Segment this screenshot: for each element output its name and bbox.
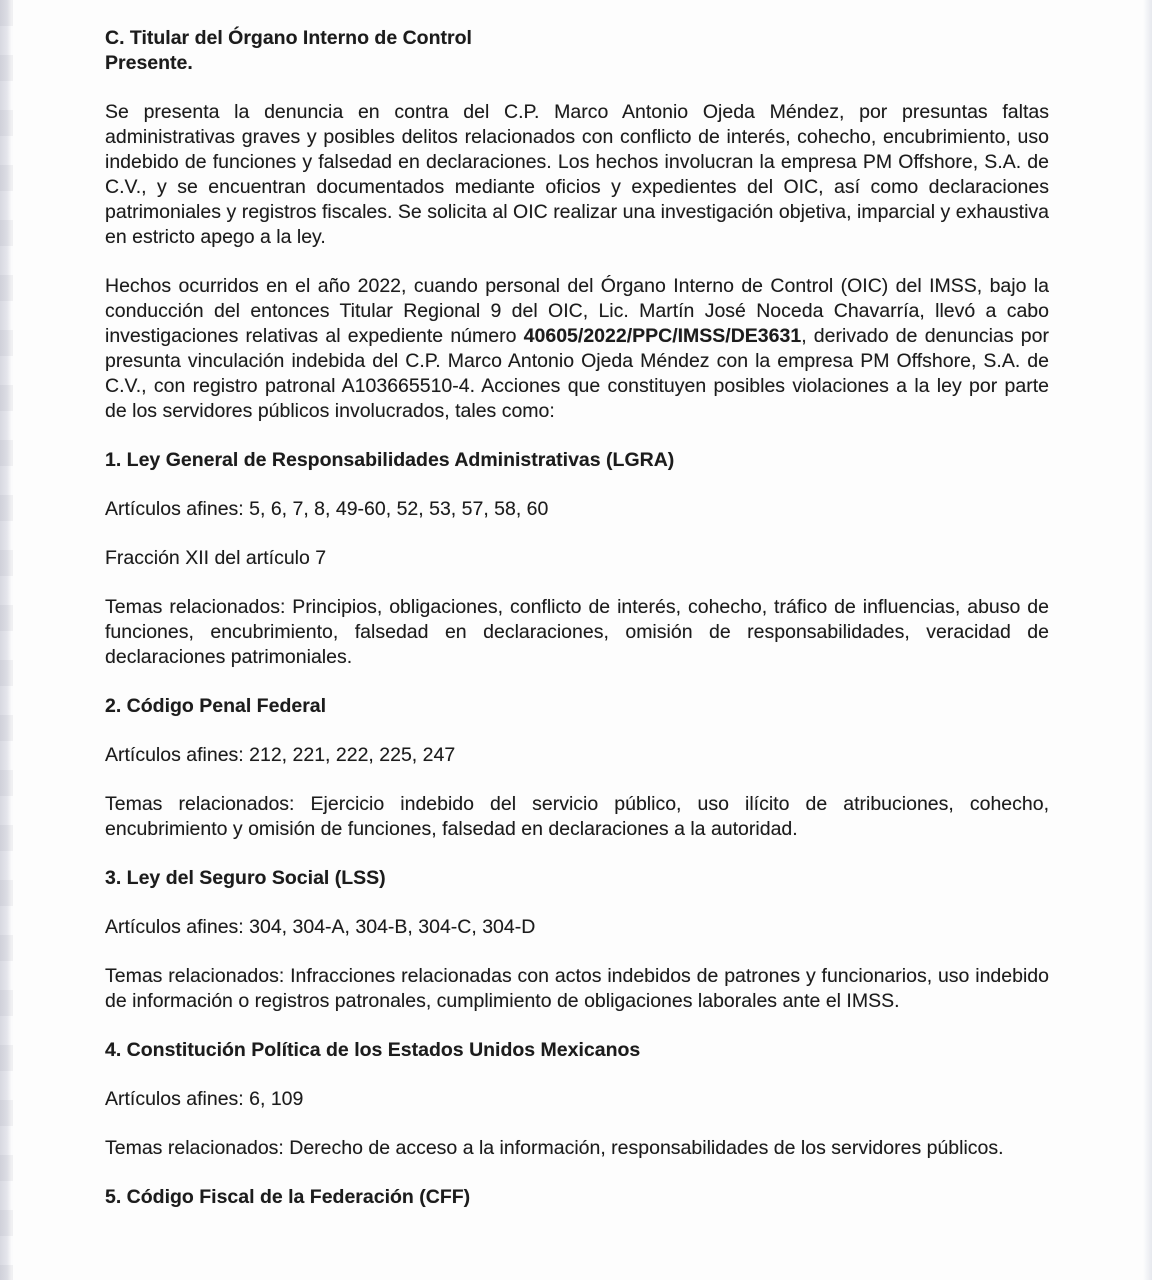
section-2-topics: Temas relacionados: Ejercicio indebido del servicio público, uso ilícito de atribuciones, cohecho, encubrimiento y omisión de funciones, falsedad en declaraciones a la autoridad. (105, 793, 1049, 840)
recipient-title: C. Titular del Órgano Interno de Control (105, 27, 472, 49)
scan-left-edge (0, 0, 13, 1280)
section-4-articles: Artículos afines: 6, 109 (105, 1088, 304, 1110)
recipient-heading (105, 26, 1049, 76)
section-3-articles: Artículos afines: 304, 304-A, 304-B, 304-C, 304-D (105, 916, 536, 938)
scan-right-edge (1143, 0, 1152, 1280)
facts-text-after: , derivado de denuncias por presunta vinculación indebida del C.P. Marco Antonio Ojeda Méndez con la empresa PM Offshore, S.A. de C.V., con registro patronal A103665510-4. Acciones que constituyen posibles violaciones a la ley por parte de los servidores públicos involucrados, tales como: (105, 325, 1049, 422)
section-2-articles: Artículos afines: 212, 221, 222, 225, 247 (105, 744, 456, 766)
section-2-heading: 2. Código Penal Federal (105, 695, 327, 717)
section-3-heading: 3. Ley del Seguro Social (LSS) (105, 867, 386, 889)
case-file-number: 40605/2022/PPC/IMSS/DE3631 (523, 325, 802, 347)
section-5-heading: 5. Código Fiscal de la Federación (CFF) (105, 1186, 471, 1208)
intro-paragraph: Se presenta la denuncia en contra del C.P. Marco Antonio Ojeda Méndez, por presuntas faltas administrativas graves y posibles delitos relacionados con conflicto de interés, cohecho, encubrimiento, uso indebido de funciones y falsedad en declaraciones. Los hechos involucran la empresa PM Offshore, S.A. de C.V., y se encuentran documentados mediante oficios y expedientes del OIC, así como declaraciones patrimoniales y registros fiscales. Se solicita al OIC realizar una investigación objetiva, imparcial y exhaustiva en estricto apego a la ley. (105, 101, 1049, 248)
document-page (105, 26, 1049, 1234)
section-1-topics: Temas relacionados: Principios, obligaciones, conflicto de interés, cohecho, tráfico de influencias, abuso de funciones, encubrimiento, falsedad en declaraciones, omisión de responsabilidades, veracidad de declaraciones patrimoniales. (105, 596, 1049, 668)
section-4-heading: 4. Constitución Política de los Estados Unidos Mexicanos (105, 1039, 641, 1061)
section-3-topics: Temas relacionados: Infracciones relacionadas con actos indebidos de patrones y funcionarios, uso indebido de información o registros patronales, cumplimiento de obligaciones laborales ante el IMSS. (105, 965, 1049, 1012)
section-1-heading: 1. Ley General de Responsabilidades Administrativas (LGRA) (105, 449, 675, 471)
facts-text-before: Hechos ocurridos en el año 2022, cuando personal del Órgano Interno de Control (OIC) del IMSS, bajo la conducción del entonces Titular Regional 9 del OIC, Lic. Martín José Noceda Chavarría, llevó a cabo investigaciones relativas al expediente número (105, 275, 1049, 347)
section-1-fraction: Fracción XII del artículo 7 (105, 547, 327, 569)
facts-paragraph (105, 274, 1049, 424)
section-1-articles: Artículos afines: 5, 6, 7, 8, 49-60, 52, 53, 57, 58, 60 (105, 498, 549, 520)
section-4-topics: Temas relacionados: Derecho de acceso a la información, responsabilidades de los servidores públicos. (105, 1137, 1004, 1159)
recipient-presente: Presente. (105, 52, 193, 74)
